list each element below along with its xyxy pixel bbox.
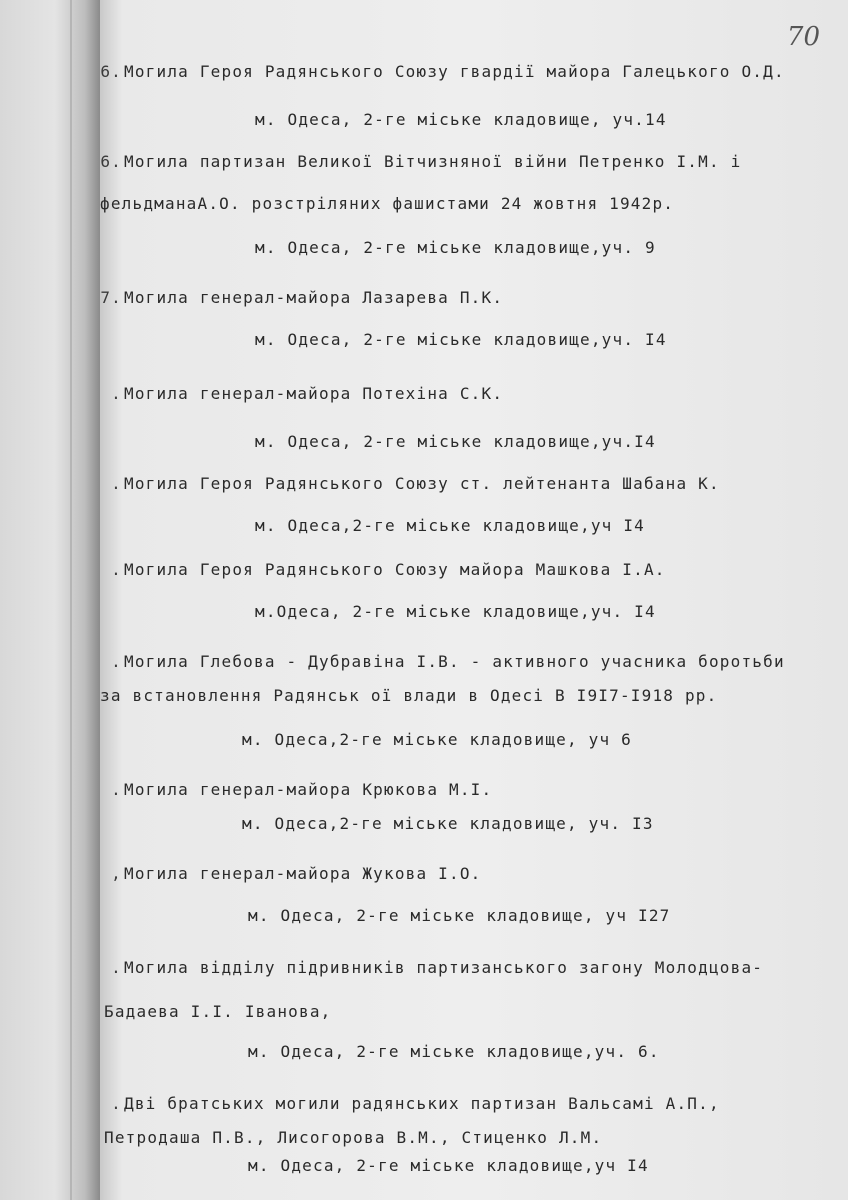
entry-location: м. Одеса,2-ге міське кладовище, уч 6 (242, 730, 632, 749)
entry-number: . (111, 560, 122, 579)
page-number: 70 (786, 22, 820, 52)
entry-text: фельдманаА.О. розстріляних фашистами 24 жовтня 1942р. (100, 194, 675, 213)
adjacent-page-strip (0, 0, 100, 1200)
entry-text: Могила генерал-майора Потехіна С.К. (124, 384, 504, 403)
entry-number: . (111, 474, 122, 493)
entry-number: . (111, 958, 122, 977)
entry-number: , (111, 864, 122, 883)
entry-number: . (111, 652, 122, 671)
entry-number: 6. (100, 62, 122, 81)
entry-text: Могила Глебова - Дубравіна І.В. - активного учасника боротьби (124, 652, 785, 671)
entry-location: м. Одеса, 2-ге міське кладовище,уч.І4 (255, 432, 656, 451)
entry-text: Могила Героя Радянського Союзу гвардії майора Галецького О.Д. (124, 62, 785, 81)
entry-number: . (111, 384, 122, 403)
entry-text: Могила відділу підривників партизанського загону Молодцова- (124, 958, 764, 977)
entry-number: 6. (100, 152, 122, 171)
entry-text: Могила Героя Радянського Союзу ст. лейтенанта Шабана К. (124, 474, 720, 493)
entry-location: м. Одеса, 2-ге міське кладовище,уч І4 (248, 1156, 649, 1175)
entry-number: 7. (100, 288, 122, 307)
page-fold-edge (70, 0, 72, 1200)
entry-text: Могила генерал-майора Крюкова М.І. (124, 780, 493, 799)
entry-text: Могила генерал-майора Жукова І.О. (124, 864, 482, 883)
entry-location: м. Одеса, 2-ге міське кладовище,уч. 6. (248, 1042, 660, 1061)
entry-location: м. Одеса,2-ге міське кладовище,уч І4 (255, 516, 645, 535)
entry-location: м.Одеса, 2-ге міське кладовище,уч. І4 (255, 602, 656, 621)
entry-location: м. Одеса,2-ге міське кладовище, уч. І3 (242, 814, 654, 833)
entry-text: Петродаша П.В., Лисогорова В.М., Стиценко Л.М. (104, 1128, 603, 1147)
entry-text: Могила генерал-майора Лазарева П.К. (124, 288, 504, 307)
document-page (100, 0, 848, 1200)
entry-location: м. Одеса, 2-ге міське кладовище,уч. 9 (255, 238, 656, 257)
entry-number: . (111, 1094, 122, 1113)
entry-text: за встановлення Радянськ ої влади в Одесі В І9І7-І918 рр. (100, 686, 718, 705)
entry-text: Могила Героя Радянського Союзу майора Машкова І.А. (124, 560, 666, 579)
entry-text: Бадаева І.І. Іванова, (104, 1002, 332, 1021)
entry-location: м. Одеса, 2-ге міське кладовище, уч І27 (248, 906, 671, 925)
entry-location: м. Одеса, 2-ге міське кладовище,уч. І4 (255, 330, 667, 349)
entry-number: . (111, 780, 122, 799)
entry-text: Дві братських могили радянських партизан Вальсамі А.П., (124, 1094, 720, 1113)
entry-location: м. Одеса, 2-ге міське кладовище, уч.14 (255, 110, 667, 129)
entry-text: Могила партизан Великої Вітчизняної війни Петренко І.М. і (124, 152, 742, 171)
